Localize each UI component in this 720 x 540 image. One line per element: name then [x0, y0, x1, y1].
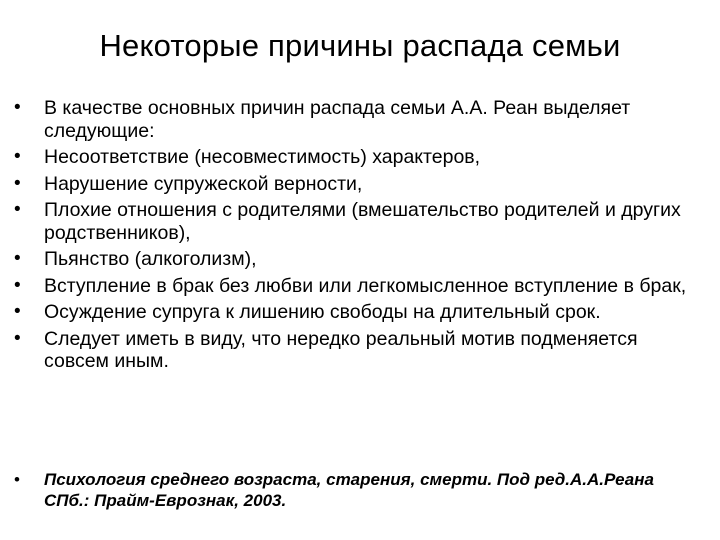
reference-list: [14, 469, 704, 515]
bullet-text: Осуждение супруга к лишению свободы на длительный срок.: [44, 301, 601, 323]
bullet-marker: •: [14, 97, 21, 118]
bullet-text: Пьянство (алкоголизм),: [44, 248, 257, 270]
bullet-marker: •: [14, 301, 21, 322]
bullet-text: Плохие отношения с родителями (вмешательство родителей и других родственников),: [44, 199, 681, 244]
bullet-text: Нарушение супружеской верности,: [44, 172, 363, 195]
bullet-marker: •: [14, 199, 21, 220]
bullet-list: [14, 97, 704, 377]
bullet-marker: •: [14, 172, 21, 194]
bullet-item: [14, 328, 704, 373]
bullet-text: В качестве основных причин распада семьи А.А. Реан выделяет следующие:: [44, 97, 631, 142]
bullet-marker: •: [14, 327, 21, 349]
bullet-item: [14, 301, 704, 324]
bullet-item: [14, 146, 704, 169]
bullet-marker: •: [14, 274, 21, 296]
bullet-item: [14, 173, 704, 196]
bullet-item: [14, 275, 704, 298]
bullet-text: Вступление в брак без любви или легкомысленное вступление в брак,: [44, 274, 687, 297]
bullet-item: [14, 199, 704, 244]
bullet-marker: •: [14, 248, 21, 269]
bullet-marker: •: [14, 146, 21, 167]
reference-text: Психология среднего возраста, старения, смерти. Под ред.А.А.Реана СПб.: Прайм-Еврознак, 2003.: [44, 470, 654, 510]
bullet-text: Следует иметь в виду, что нередко реальный мотив подменяется совсем иным.: [44, 327, 638, 372]
bullet-marker: •: [14, 470, 20, 489]
bullet-text: Несоответствие (несовместимость) характеров,: [44, 146, 481, 168]
bullet-item: [14, 248, 704, 271]
slide-title: Некоторые причины распада семьи: [99, 28, 621, 63]
reference-item: [14, 469, 704, 511]
bullet-item: [14, 97, 704, 142]
